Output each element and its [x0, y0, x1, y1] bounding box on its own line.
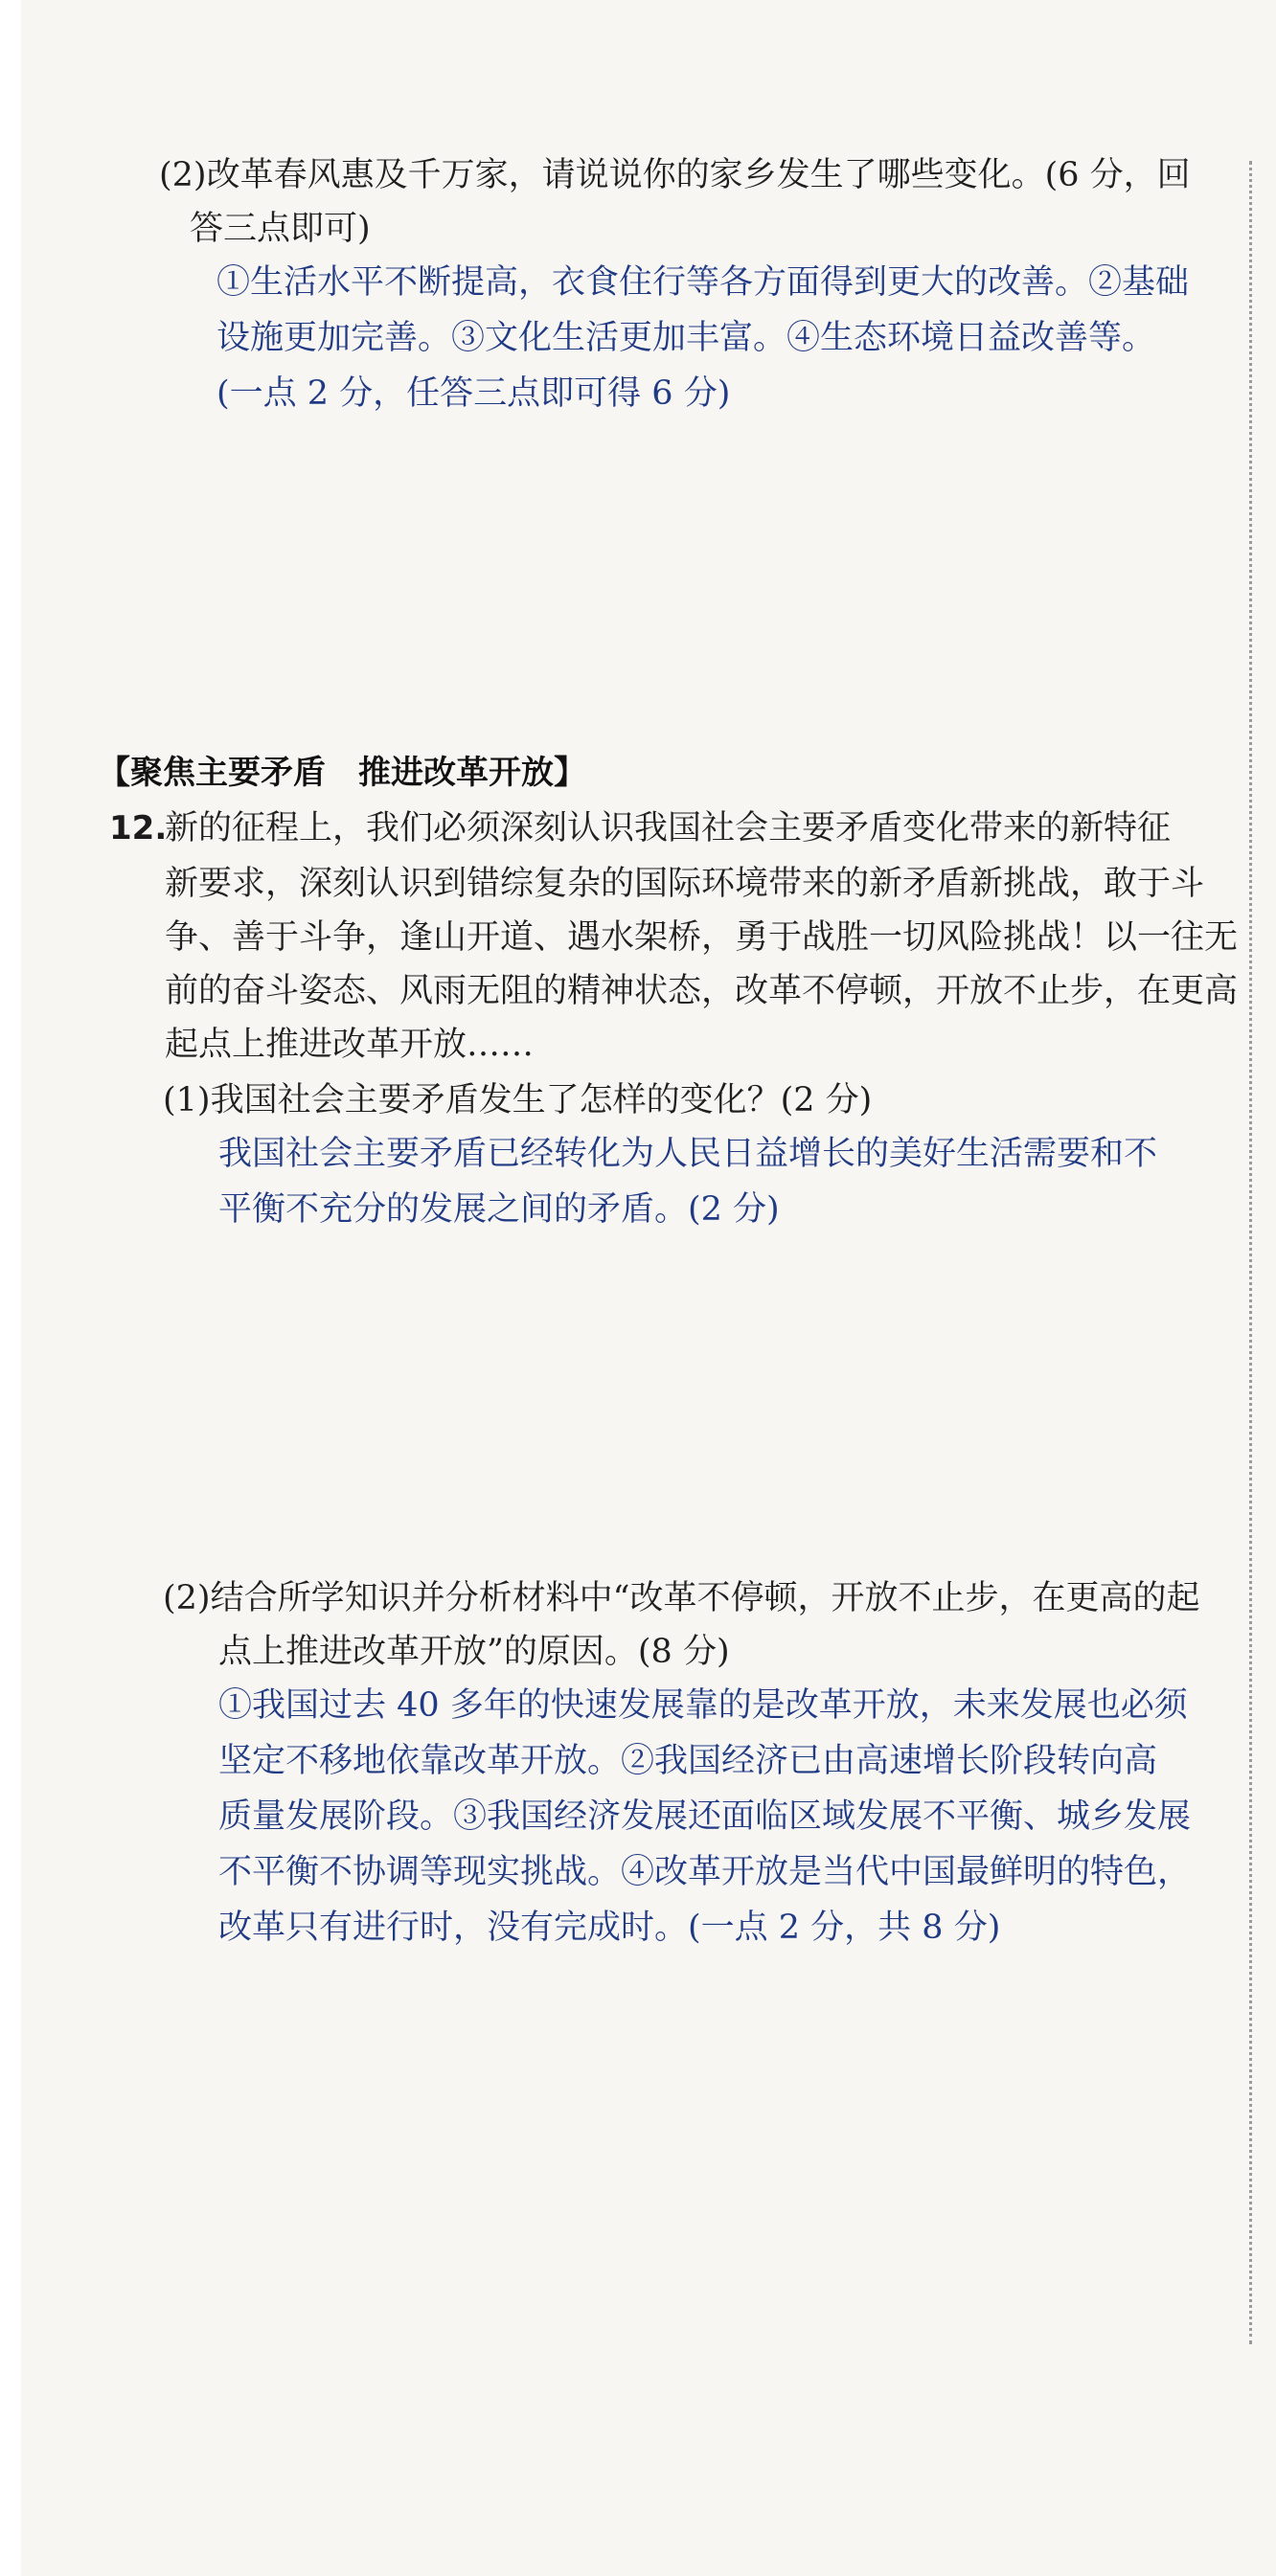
q11-2-answer-line-2: 设施更加完善。③文化生活更加丰富。④生态环境日益改善等。 — [216, 319, 1156, 357]
q12-stem-line-2: 新要求，深刻认识到错综复杂的国际环境带来的新矛盾新挑战，敢于斗 — [165, 865, 1205, 903]
q12-1-answer-line-2: 平衡不充分的发展之间的矛盾。(2 分) — [218, 1190, 780, 1229]
q12-1-prompt-line-1: (1)我国社会主要矛盾发生了怎样的变化？(2 分) — [163, 1081, 873, 1119]
q12-stem-line-4: 前的奋斗姿态、风雨无阻的精神状态，改革不停顿，开放不止步，在更高 — [165, 972, 1239, 1010]
section-heading: 【聚焦主要矛盾 推进改革开放】 — [98, 754, 586, 792]
q12-stem-line-5: 起点上推进改革开放…… — [165, 1026, 535, 1064]
dotted-margin-rule — [1249, 161, 1252, 2344]
q12-number: 12. — [109, 809, 168, 847]
q12-2-answer-line-3: 质量发展阶段。③我国经济发展还面临区域发展不平衡、城乡发展 — [218, 1797, 1192, 1836]
q12-2-prompt-line-2: 点上推进改革开放”的原因。(8 分) — [218, 1633, 730, 1671]
scan-left-edge — [0, 0, 21, 2576]
q12-2-answer-line-5: 改革只有进行时，没有完成时。(一点 2 分，共 8 分) — [218, 1909, 1001, 1947]
q12-2-answer-line-4: 不平衡不协调等现实挑战。④改革开放是当代中国最鲜明的特色， — [218, 1853, 1192, 1891]
q12-stem-line-1: 新的征程上，我们必须深刻认识我国社会主要矛盾变化带来的新特征 — [165, 809, 1172, 847]
q11-2-prompt-line-2: 答三点即可) — [190, 210, 371, 248]
q12-stem-line-3: 争、善于斗争，逢山开道、遇水架桥，勇于战胜一切风险挑战！以一往无 — [165, 918, 1239, 957]
q11-2-answer-line-3: (一点 2 分，任答三点即可得 6 分) — [216, 374, 731, 413]
q12-2-prompt-line-1: (2)结合所学知识并分析材料中“改革不停顿，开放不止步，在更高的起 — [163, 1579, 1200, 1617]
q12-2-answer-line-1: ①我国过去 40 多年的快速发展靠的是改革开放，未来发展也必须 — [218, 1686, 1188, 1725]
q11-2-answer-line-1: ①生活水平不断提高，衣食住行等各方面得到更大的改善。②基础 — [216, 263, 1190, 302]
q12-2-answer-line-2: 坚定不移地依靠改革开放。②我国经济已由高速增长阶段转向高 — [218, 1742, 1158, 1780]
q12-1-answer-line-1: 我国社会主要矛盾已经转化为人民日益增长的美好生活需要和不 — [218, 1135, 1158, 1173]
q11-2-prompt-line-1: (2)改革春风惠及千万家，请说说你的家乡发生了哪些变化。(6 分，回 — [159, 156, 1191, 194]
